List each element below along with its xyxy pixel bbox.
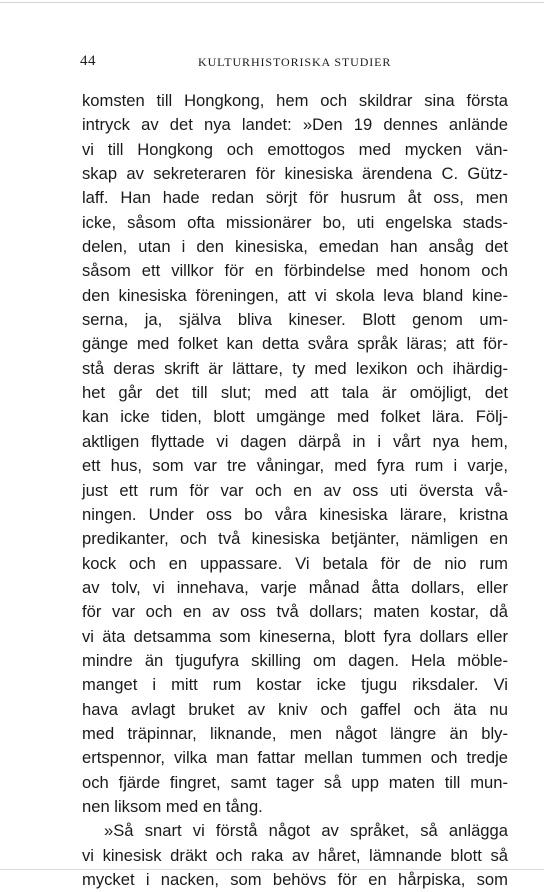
text-line: ningen. Under oss bo våra kinesiska lärare, kristna <box>82 504 508 524</box>
text-line: manget i mitt rum kostar icke tjugu riksdaler. Vi <box>82 675 508 695</box>
running-head <box>80 53 512 73</box>
text-line: serna, ja, själva bliva kineser. Blott genom um- <box>82 310 508 330</box>
text-line: intryck av det nya landet: »Den 19 dennes anlände <box>82 115 508 135</box>
running-title: KULTURHISTORISKA STUDIER <box>198 55 392 69</box>
paragraph <box>82 819 508 892</box>
text-line: just ett rum för var och en av oss uti översta vå- <box>82 480 508 500</box>
text-line: nen liksom med en tång. <box>82 796 263 816</box>
text-line: delen, utan i den kinesiska, emedan han ansåg det <box>82 237 508 257</box>
bottom-page-edge-rule <box>0 869 544 870</box>
text-line: med träpinnar, liknande, men något längre än bly- <box>82 723 508 743</box>
text-line: gänge med folket kan detta svåra språk läras; att för- <box>82 334 508 354</box>
text-line: för var och en av oss två dollars; maten kostar, då <box>82 602 508 622</box>
text-line: vi till Hongkong och emottogos med mycken vän- <box>82 139 508 159</box>
text-line: skap av sekreteraren för kinesiska ärendena C. Gütz- <box>82 164 508 184</box>
text-line: komsten till Hongkong, hem och skildrar sina första <box>82 91 508 110</box>
text-line: ett hus, som var tre våningar, med fyra rum i varje, <box>82 456 508 476</box>
text-line: mindre än tjugufyra skilling om dagen. Hela möble- <box>82 650 508 670</box>
text-line: och fjärde fingret, samt tager så upp maten till mun- <box>82 772 508 792</box>
text-line: aktligen flyttade vi dagen därpå in i vårt nya hem, <box>82 431 508 451</box>
text-line: stå deras skrift är lättare, ty med lexikon och ihärdig- <box>82 358 508 378</box>
text-line: predikanter, och två kinesiska betjänter, nämligen en <box>82 529 508 549</box>
body-text <box>82 89 508 892</box>
paragraph <box>82 89 508 819</box>
text-line: ertspennor, vilka man fattar mellan tummen och tredje <box>82 748 508 768</box>
page-number: 44 <box>80 53 96 69</box>
text-line: »Så snart vi förstå något av språket, så anlägga <box>104 821 508 841</box>
text-line: kock och en uppassare. Vi betala för de nio rum <box>82 553 508 573</box>
text-line: icke, såsom ofta missionärer bo, uti engelska stads- <box>82 212 508 232</box>
text-line: kan icke tiden, blott umgänge med folket lära. Följ- <box>82 407 508 427</box>
text-line: av tolv, vi innehava, varje månad åtta dollars, eller <box>82 577 508 597</box>
text-line: laff. Han hade redan sörjt för husrum åt oss, men <box>82 188 508 208</box>
text-line: såsom ett villkor för en förbindelse med honom och <box>82 261 508 281</box>
text-line: mycket i nacken, som behövs för en hårpiska, som <box>82 870 508 889</box>
text-line: hava avlagt bruket av kniv och gaffel och äta nu <box>82 699 508 719</box>
top-page-edge-rule <box>0 2 544 3</box>
text-line: het går det till slut; med att tala är omöjligt, det <box>82 383 508 403</box>
text-line: vi kinesisk dräkt och raka av håret, lämnande blott så <box>82 845 508 865</box>
text-line: vi äta detsamma som kineserna, blott fyra dollars eller <box>82 626 508 646</box>
text-line: den kinesiska föreningen, att vi skola leva bland kine- <box>82 285 508 305</box>
